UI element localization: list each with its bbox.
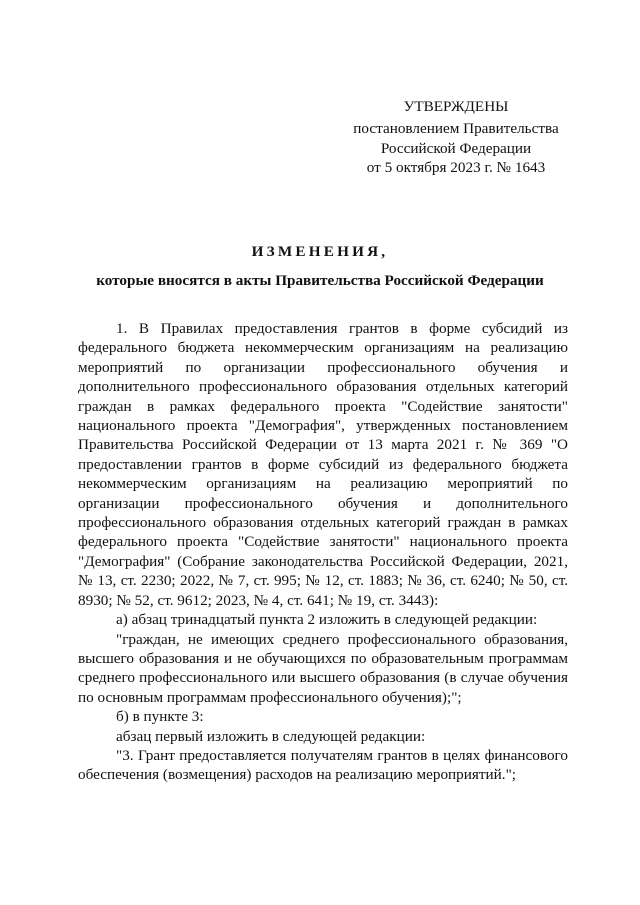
paragraph-6: "3. Грант предоставляется получателям грантов в целях финансового обеспечения (возмещения) расходов на реализацию мероприятий."; [78, 746, 568, 784]
approval-line-3: от 5 октября 2023 г. № 1643 [366, 159, 546, 177]
approval-line-1: постановлением Правительства [353, 120, 559, 138]
approval-title: УТВЕРЖДЕНЫ [403, 98, 509, 115]
document-heading [0, 242, 640, 291]
approval-block [340, 97, 572, 178]
document-body [78, 319, 568, 785]
document-subtitle: которые вносятся в акты Правительства Российской Федерации [96, 272, 544, 290]
paragraph-2: а) абзац тринадцатый пункта 2 изложить в следующей редакции: [116, 611, 538, 629]
approval-line-2: Российской Федерации [380, 139, 532, 157]
paragraph-4: б) в пункте 3: [116, 708, 204, 726]
paragraph-1: 1. В Правилах предоставления грантов в форме субсидий из федерального бюджета некоммерческим организациям на реализацию мероприятий по организации профессионального обучения и дополнительного профессионального образования отдельных категорий граждан в рамках федерального проекта "Содействие занятости" национального проекта "Демография", утвержденных постановлением Правительства Российской Федерации от 13 марта 2021 г. № 369 "О предоставлении грантов в форме субсидий из федерального бюджета некоммерческим организациям на реализацию мероприятий по организации профессионального обучения и дополнительного профессионального образования отдельных категорий граждан в рамках федерального проекта "Содействие занятости" национального проекта "Демография" (Собрание законодательства Российской Федерации, 2021, № 13, ст. 2230; 2022, № 7, ст. 995; № 12, ст. 1883; № 36, ст. 6240; № 50, ст. 8930; № 52, ст. 9612; 2023, № 4, ст. 641; № 19, ст. 3443): [78, 320, 568, 609]
paragraph-3: "граждан, не имеющих среднего профессионального образования, высшего образования и не обучающихся по образовательным программам среднего профессионального или высшего образования (в случае обучения по основным программам профессионального обучения);"; [78, 630, 568, 706]
document-title: ИЗМЕНЕНИЯ, [251, 243, 389, 260]
paragraph-5: абзац первый изложить в следующей редакции: [116, 727, 426, 745]
